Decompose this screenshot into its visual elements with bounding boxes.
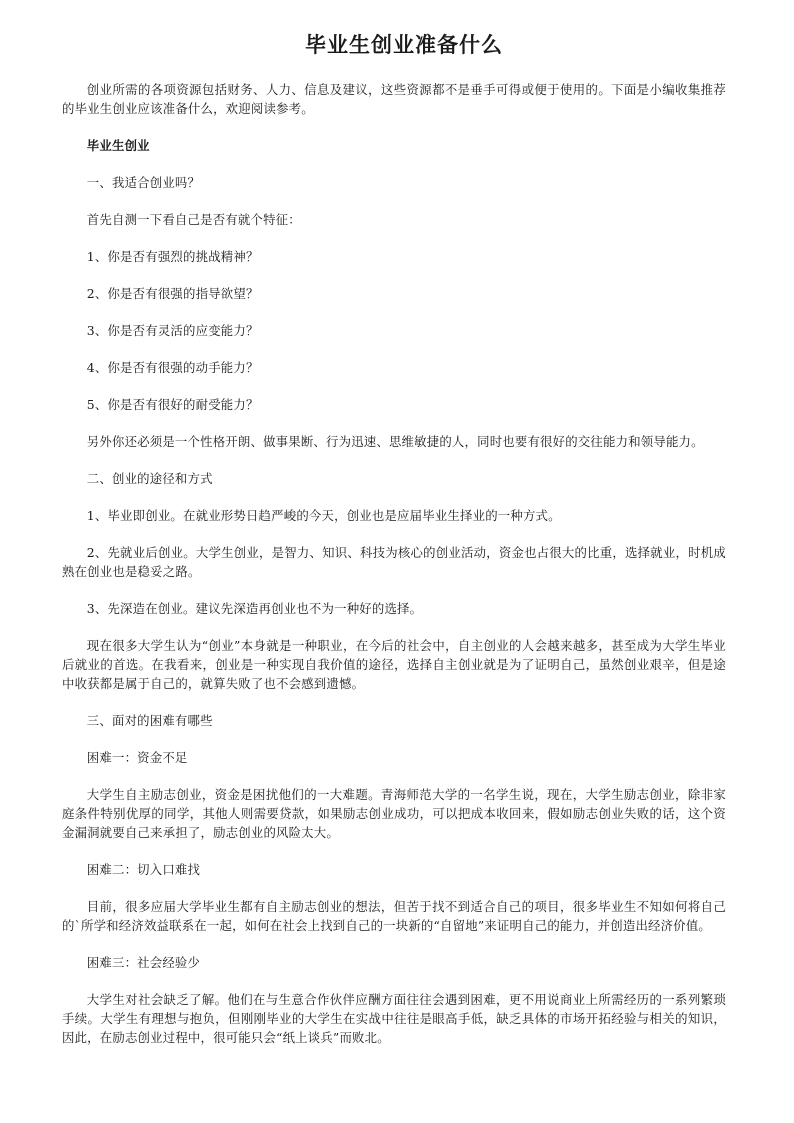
intro-paragraph: 创业所需的各项资源包括财务、人力、信息及建议，这些资源都不是垂手可得或便于使用的。下面是小编收集推荐的毕业生创业应该准备什么，欢迎阅读参考。 (62, 82, 726, 116)
document-title: 毕业生创业准备什么 (305, 33, 503, 57)
difficulty-heading: 困难一：资金不足 (86, 750, 188, 765)
list-item: 1、毕业即创业。在就业形势日趋严峻的今天，创业也是应届毕业生择业的一种方式。 (86, 508, 561, 523)
paragraph: 另外你还必须是一个性格开朗、做事果断、行为迅速、思维敏捷的人，同时也要有很好的交往能力和领导能力。 (86, 434, 704, 449)
list-item: 2、你是否有很强的指导欲望？ (86, 286, 259, 301)
difficulty-heading: 困难三：社会经验少 (86, 955, 201, 970)
difficulty-heading: 困难二：切入口难找 (86, 862, 201, 877)
list-item: 4、你是否有很强的动手能力？ (86, 360, 259, 375)
paragraph: 首先自测一下看自己是否有就个特征： (86, 212, 301, 227)
list-item: 5、你是否有很好的耐受能力？ (86, 397, 259, 412)
paragraph: 现在很多大学生认为“创业”本身就是一种职业，在今后的社会中，自主创业的人会越来越多，甚至成为大学生毕业后就业的首选。在我看来，创业是一种实现自我价值的途径，选择自主创业就是为了证明自己，虽然创业艰辛，但是途中收获都是属于自己的，就算失败了也不会感到遗憾。 (62, 638, 726, 691)
subheading-3: 三、面对的困难有哪些 (86, 713, 213, 728)
list-item: 2、先就业后创业。大学生创业，是智力、知识、科技为核心的创业活动，资金也占很大的比重，选择就业，时机成熟在创业也是稳妥之路。 (62, 545, 726, 579)
list-item: 1、你是否有强烈的挑战精神？ (86, 249, 259, 264)
paragraph: 目前，很多应届大学毕业生都有自主励志创业的想法，但苦于找不到适合自己的项目，很多毕业生不知如何将自己的`所学和经济效益联系在一起，如何在社会上找到自己的一块新的“自留地”来证明自己的能力，并创造出经济价值。 (62, 899, 726, 933)
subheading-2: 二、创业的途径和方式 (86, 471, 213, 486)
subheading-1: 一、我适合创业吗？ (86, 175, 201, 190)
list-item: 3、先深造在创业。建议先深造再创业也不为一种好的选择。 (86, 601, 423, 616)
list-item: 3、你是否有灵活的应变能力？ (86, 323, 259, 338)
paragraph: 大学生自主励志创业，资金是困扰他们的一大难题。青海师范大学的一名学生说，现在，大学生励志创业，除非家庭条件特别优厚的同学，其他人则需要贷款，如果励志创业成功，可以把成本收回来，假如励志创业失败的话，这个资金漏洞就要自己来承担了，励志创业的风险太大。 (62, 787, 726, 840)
section-heading: 毕业生创业 (86, 138, 150, 153)
paragraph: 大学生对社会缺乏了解。他们在与生意合作伙伴应酬方面往往会遇到困难，更不用说商业上所需经历的一系列繁琐手续。大学生有理想与抱负，但刚刚毕业的大学生在实战中往往是眼高手低，缺乏具体的市场开拓经验与相关的知识，因此，在励志创业过程中，很可能只会“纸上谈兵”而败北。 (62, 992, 726, 1045)
